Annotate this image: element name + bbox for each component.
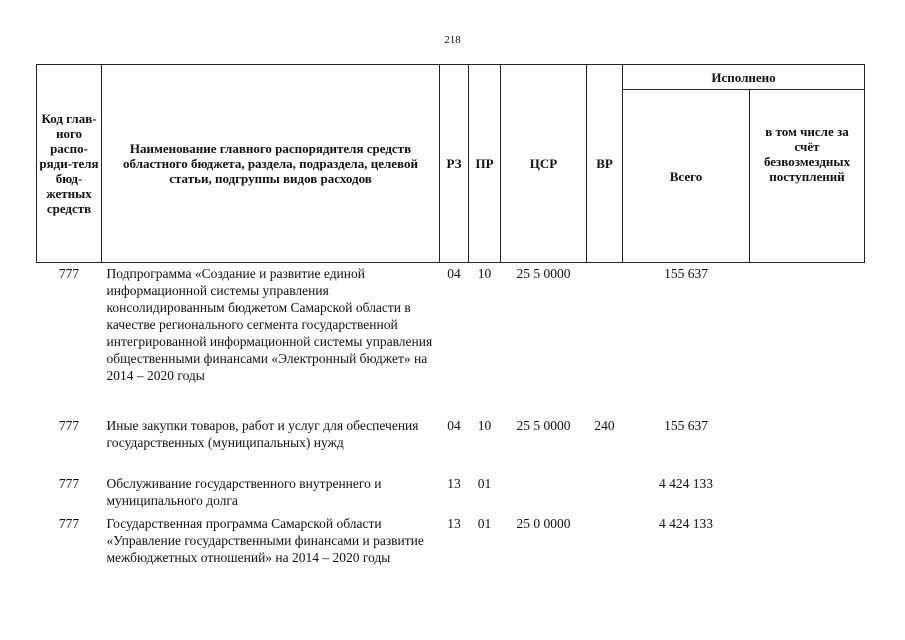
table-body	[37, 263, 865, 586]
cell-csr: 25 5 0000	[516, 266, 571, 281]
cell-vr: 240	[594, 418, 615, 433]
cell-vr	[587, 263, 623, 418]
budget-table	[36, 64, 865, 585]
cell-name: Обслуживание государственного внутреннего и муниципального долга	[106, 476, 382, 508]
cell-total: 155 637	[664, 418, 708, 433]
cell-rz: 04	[447, 266, 461, 281]
cell-name: Подпрограмма «Создание и развитие единой информационной системы управления консолидированным бюджетом Самарской области в качестве регионального сегмента государственной интегрированной информационной системы управления общественными финансами «Электронный бюджет» на 2014 – 2020 годы	[106, 266, 433, 383]
cell-pr: 10	[477, 266, 492, 281]
cell-name: Иные закупки товаров, работ и услуг для обеспечения государственных (муниципальных) нужд	[106, 418, 419, 450]
cell-csr	[501, 475, 587, 515]
header-code: Код глав-ного распо-ряди-теля бюд-жетных средств	[37, 65, 102, 263]
header-csr: ЦСР	[501, 65, 587, 263]
table-header	[37, 65, 865, 263]
header-executed: Исполнено	[623, 65, 865, 90]
cell-vr	[587, 515, 623, 585]
cell-code: 777	[58, 516, 80, 531]
page-number: 218	[444, 34, 461, 46]
cell-name: Государственная программа Самарской области «Управление государственными финансами и развитие межбюджетных отношений» на 2014 – 2020 годы	[106, 516, 424, 565]
cell-total: 155 637	[664, 266, 708, 281]
cell-free	[750, 417, 865, 475]
cell-total: 4 424 133	[659, 516, 713, 531]
header-rz: РЗ	[440, 65, 469, 263]
cell-code: 777	[58, 266, 80, 281]
table-row	[37, 515, 865, 585]
cell-free	[750, 263, 865, 418]
cell-code: 777	[58, 476, 80, 491]
cell-code: 777	[58, 418, 80, 433]
cell-free	[750, 475, 865, 515]
cell-csr: 25 0 0000	[516, 516, 571, 531]
cell-vr	[587, 475, 623, 515]
header-vr: ВР	[587, 65, 623, 263]
header-total: Всего	[623, 90, 750, 263]
table-row	[37, 263, 865, 418]
table-row	[37, 475, 865, 515]
cell-rz: 13	[447, 476, 461, 491]
header-pr: ПР	[469, 65, 501, 263]
header-free: в том числе за счёт безвозмездных поступлений	[750, 90, 865, 263]
cell-pr: 10	[477, 418, 492, 433]
cell-rz: 04	[447, 418, 461, 433]
cell-total: 4 424 133	[659, 476, 713, 491]
header-name: Наименование главного распорядителя средств областного бюджета, раздела, подраздела, целевой статьи, подгруппы видов расходов	[102, 65, 440, 263]
cell-rz: 13	[447, 516, 461, 531]
cell-csr: 25 5 0000	[516, 418, 571, 433]
table-row	[37, 417, 865, 475]
cell-free	[750, 515, 865, 585]
cell-pr: 01	[477, 476, 492, 491]
cell-pr: 01	[477, 516, 492, 531]
